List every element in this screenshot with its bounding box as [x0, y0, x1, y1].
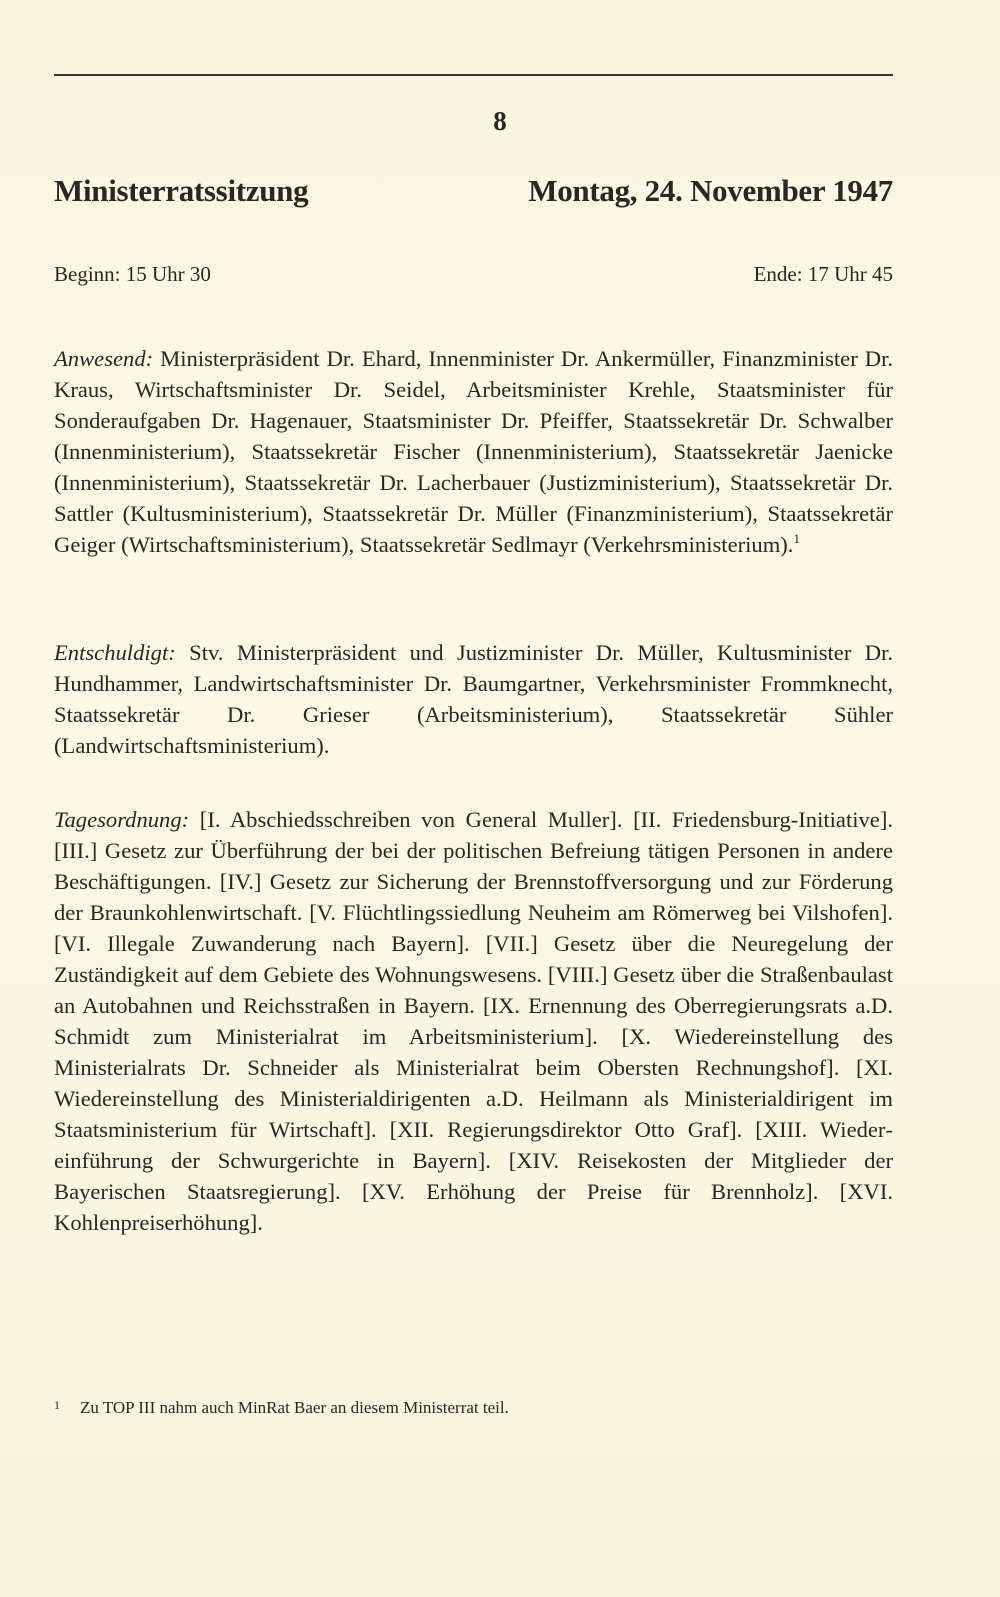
document-number: 8: [493, 106, 507, 136]
footnote-text: Zu TOP III nahm auch MinRat Baer an diesem Ministerrat teil.: [80, 1398, 509, 1417]
attendees-paragraph: [54, 343, 893, 560]
title-row: [54, 173, 893, 209]
meeting-title: Ministerratssitzung: [54, 173, 309, 208]
excused-label: Entschuldigt:: [54, 639, 176, 665]
meeting-date: Montag, 24. November 1947: [528, 173, 893, 208]
end-time: Ende: 17 Uhr 45: [753, 262, 893, 286]
attendees-text: Ministerpräsident Dr. Ehard, Innenminister Dr. Ankermüller, Finanzminister Dr. Kraus, Wirtschaftsminister Dr. Seidel, Arbeitsminister Krehle, Staatsminister für Sonderaufgaben Dr. Hagenauer, Staatsminister Dr. Pfeiffer, Staatssekretär Dr. Schwalber (Innenministerium), Staatssekretär Fischer (Innenministerium), Staatssekretär Jaenicke (Innenministerium), Staatssekretär Dr. Lacherbauer (Justizministerium), Staatssekretär Dr. Sattler (Kultusministerium), Staatssekretär Dr. Müller (Finanzministerium), Staatssekretär Geiger (Wirtschaftsministerium), Staatssekretär Sedlmayr (Verkehrsministerium).: [54, 345, 893, 557]
excused-text: Stv. Ministerpräsident und Justizminister Dr. Müller, Kultusminister Dr. Hundhammer, Landwirtschaftsminister Dr. Baumgartner, Verkehrsminister Frommknecht, Staatssekretär Dr. Grieser (Arbeitsministerium), Staatssekretär Sühler (Landwirtschaftsministerium).: [54, 639, 893, 758]
footnote-reference[interactable]: 1: [793, 530, 800, 546]
footnote: [54, 1397, 893, 1419]
footnote-mark: 1: [54, 1398, 60, 1412]
begin-time: Beginn: 15 Uhr 30: [54, 262, 211, 286]
excused-paragraph: [54, 637, 893, 761]
header-rule: [54, 74, 893, 76]
agenda-paragraph: [54, 804, 893, 1238]
attendees-label: Anwesend:: [54, 345, 154, 371]
agenda-label: Tagesordnung:: [54, 806, 190, 832]
time-row: [54, 262, 893, 287]
agenda-text: [I. Abschiedsschreiben von General Muller]. [II. Friedensburg-Initiative]. [III.] Gesetz zur Überführung der bei der politischen Befreiung tätigen Personen in andere Beschäftigungen. [IV.] Gesetz zur Sicherung der Brennstoffversorgung und zur Förderung der Braunkohlenwirtschaft. [V. Flüchtlingssiedlung Neuheim am Römerweg bei Vilshofen]. [VI. Illegale Zuwanderung nach Bayern]. [VII.] Gesetz über die Neuregelung der Zuständigkeit auf dem Gebiete des Wohnungswesens. [VIII.] Gesetz über die Straßenbaulast an Autobahnen und Reichsstraßen in Bayern. [IX. Ernennung des Oberregierungsrats a.D. Schmidt zum Ministerialrat im Arbeitsministerium]. [X. Wiedereinstellung des Ministerialrats Dr. Schneider als Ministerialrat beim Obersten Rechnungshof]. [XI. Wiedereinstellung des Ministerialdirigenten a.D. Heilmann als Ministerialdirigent im Staatsministerium für Wirtschaft]. [XII. Regierungsdirektor Otto Graf]. [XIII. Wiedereinführung der Schwurgerichte in Bayern]. [XIV. Reisekosten der Mitglieder der Bayerischen Staatsregierung]. [XV. Erhöhung der Preise für Brennholz]. [XVI. Kohlenpreiserhöhung].: [54, 806, 893, 1235]
